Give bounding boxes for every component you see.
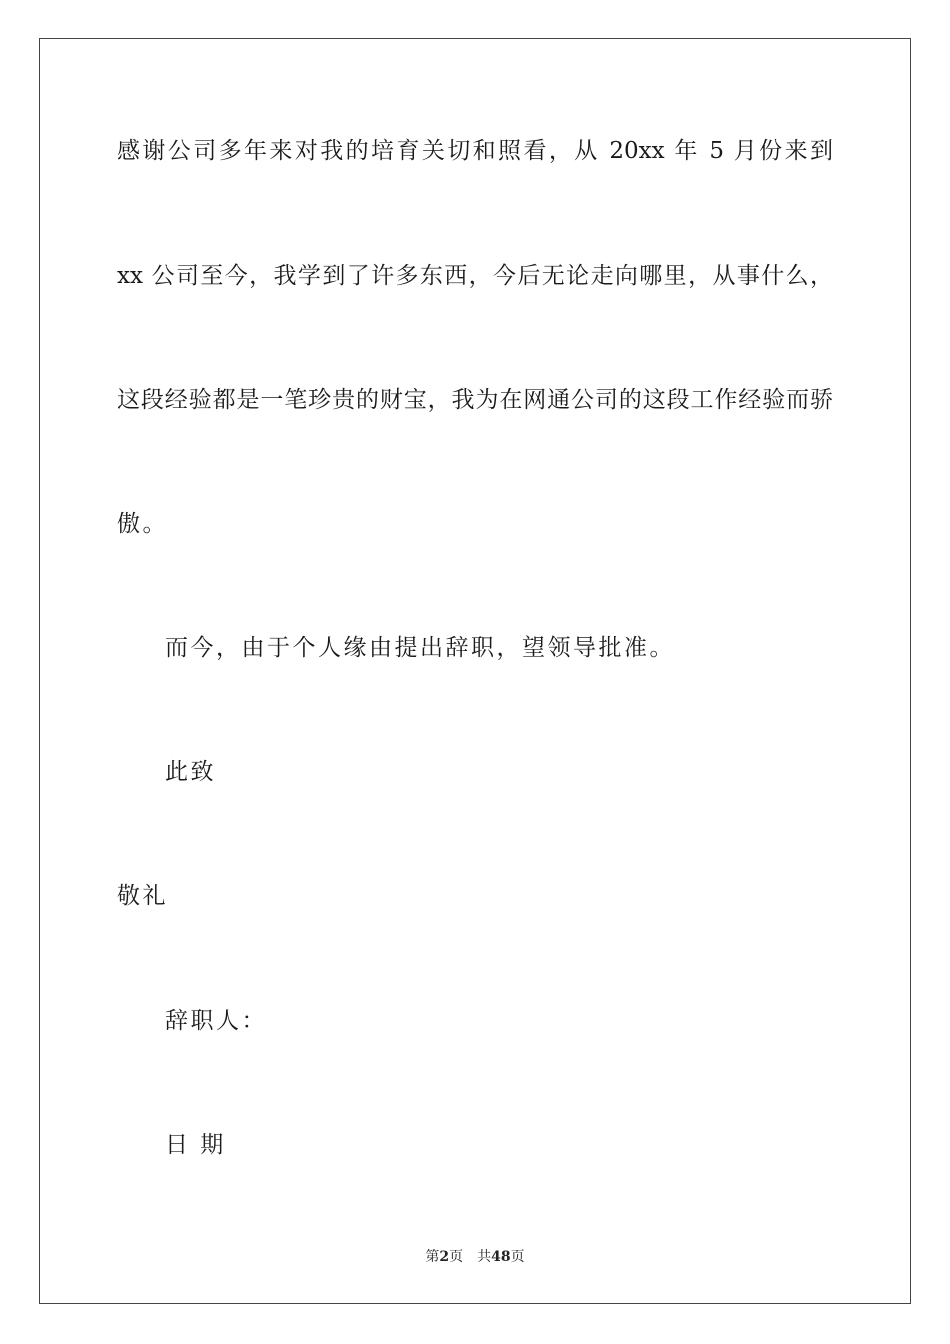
page-number: 2 — [439, 1249, 450, 1265]
paragraph-1-line-3: 这段经验都是一笔珍贵的财宝，我为在网通公司的这段工作经验而骄 — [117, 387, 833, 413]
signer-label: 辞职人： — [165, 1008, 267, 1034]
page-suffix: 页 — [449, 1249, 464, 1265]
page-footer — [0, 1248, 950, 1266]
date-label: 日 期 — [165, 1132, 226, 1158]
total-pages: 48 — [491, 1249, 511, 1265]
total-suffix: 页 — [510, 1249, 525, 1265]
paragraph-1-line-1: 感谢公司多年来对我的培育关切和照看，从 20xx 年 5 月份来到 — [117, 138, 833, 164]
total-prefix: 共 — [477, 1249, 492, 1265]
salutation-text: 敬礼 — [117, 883, 168, 909]
page-border — [39, 38, 911, 1304]
page-prefix: 第 — [425, 1249, 440, 1265]
paragraph-1-line-4: 傲。 — [117, 511, 168, 537]
closing-text: 此致 — [165, 759, 216, 785]
paragraph-1-line-2: xx 公司至今，我学到了许多东西，今后无论走向哪里，从事什么， — [117, 263, 833, 289]
paragraph-2: 而今，由于个人缘由提出辞职，望领导批准。 — [165, 635, 675, 661]
